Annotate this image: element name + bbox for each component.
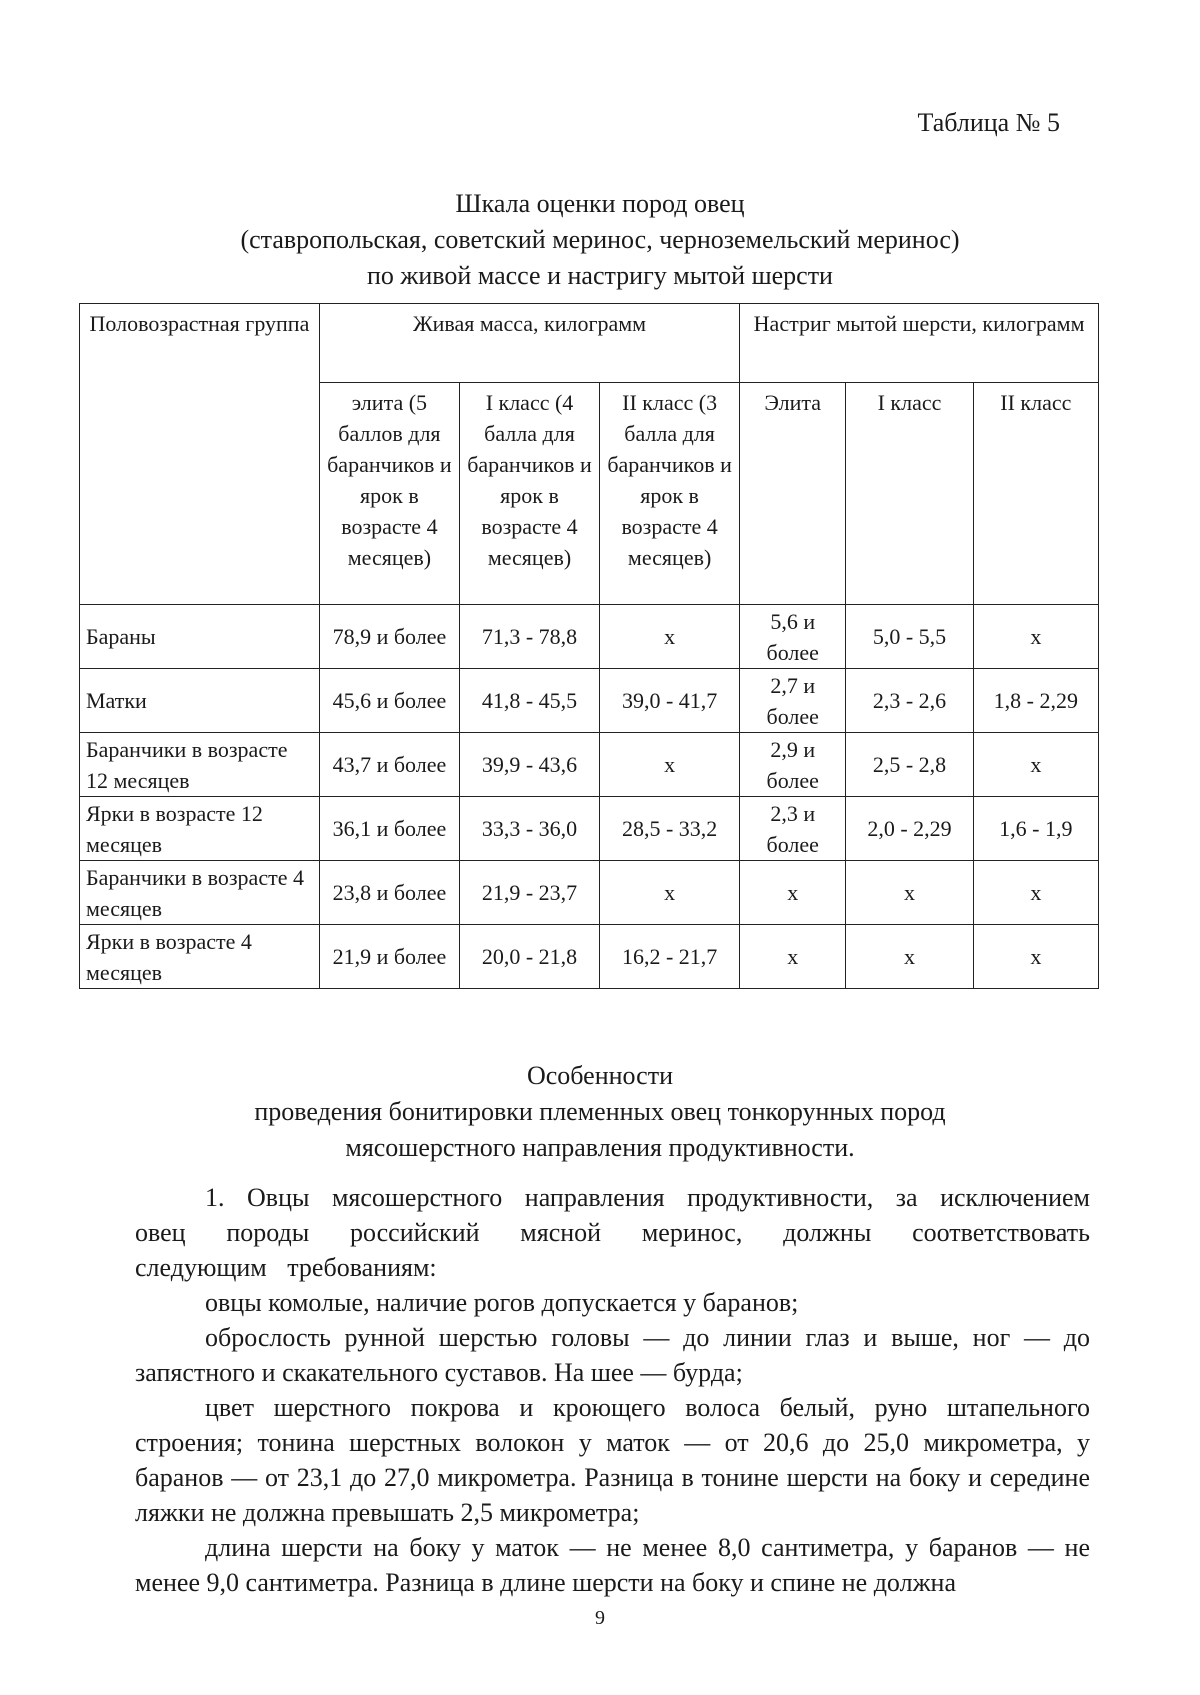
- header-group: Половозрастная группа: [80, 304, 320, 605]
- section-title: [120, 1058, 1080, 1166]
- table-cell: 36,1 и более: [319, 797, 459, 861]
- table-cell: 2,3 - 2,6: [846, 669, 973, 733]
- table-header-row: [80, 304, 1099, 383]
- table-cell: 16,2 - 21,7: [600, 925, 740, 989]
- table-cell: х: [740, 925, 846, 989]
- paragraph: оброслость рунной шерстью головы — до линии глаз и выше, ног — до запястного и скакательного суставов. На шее — бурда;: [135, 1323, 1090, 1387]
- body-text: [135, 1180, 1090, 1600]
- table-cell: 41,8 - 45,5: [459, 669, 599, 733]
- table-cell: 21,9 - 23,7: [459, 861, 599, 925]
- table-row: [80, 605, 1099, 669]
- row-group-label: Ярки в возрасте 4 месяцев: [80, 925, 320, 989]
- table-cell: 1,6 - 1,9: [973, 797, 1098, 861]
- table-cell: х: [600, 861, 740, 925]
- table-cell: 28,5 - 33,2: [600, 797, 740, 861]
- table-cell: х: [973, 925, 1098, 989]
- paragraph: овцы комолые, наличие рогов допускается у баранов;: [205, 1288, 799, 1317]
- table-cell: 21,9 и более: [319, 925, 459, 989]
- paragraph: длина шерсти на боку у маток — не менее 8,0 сантиметра, у баранов — не менее 9,0 сантиметра. Разница в длине шерсти на боку и спине не должна: [135, 1533, 1090, 1597]
- rating-table: [79, 303, 1099, 989]
- table-cell: 2,9 и более: [740, 733, 846, 797]
- row-group-label: Матки: [80, 669, 320, 733]
- table-cell: 2,7 и более: [740, 669, 846, 733]
- table-cell: х: [973, 861, 1098, 925]
- table-cell: 1,8 - 2,29: [973, 669, 1098, 733]
- section-title-line: Особенности: [526, 1061, 674, 1090]
- paragraph: 1. Овцы мясошерстного направления продуктивности, за исключением овец породы российский мясной меринос, должны соответствовать следующим требованиям:: [135, 1183, 1090, 1282]
- table-cell: 45,6 и более: [319, 669, 459, 733]
- table-title: [120, 186, 1080, 294]
- table-row: [80, 861, 1099, 925]
- table-title-line: по живой массе и настригу мытой шерсти: [367, 261, 833, 290]
- table-row: [80, 669, 1099, 733]
- table-cell: х: [600, 733, 740, 797]
- table-title-line: Шкала оценки пород овец: [455, 189, 745, 218]
- table-cell: 43,7 и более: [319, 733, 459, 797]
- section-title-line: мясошерстного направления продуктивности.: [345, 1133, 855, 1162]
- table-cell: 33,3 - 36,0: [459, 797, 599, 861]
- table-label: Таблица № 5: [917, 108, 1060, 137]
- table-cell: 39,0 - 41,7: [600, 669, 740, 733]
- subheader-class2-wool: II класс: [973, 383, 1098, 605]
- row-group-label: Ярки в возрасте 12 месяцев: [80, 797, 320, 861]
- table-title-line: (ставропольская, советский меринос, черноземельский меринос): [240, 225, 960, 254]
- table-cell: 2,0 - 2,29: [846, 797, 973, 861]
- subheader-class1-weight: I класс (4 балла для баранчиков и ярок в возрасте 4 месяцев): [459, 383, 599, 605]
- table-cell: 78,9 и более: [319, 605, 459, 669]
- table-cell: х: [846, 925, 973, 989]
- table-cell: 5,6 и более: [740, 605, 846, 669]
- subheader-class2-weight: II класс (3 балла для баранчиков и ярок в возрасте 4 месяцев): [600, 383, 740, 605]
- table-cell: 71,3 - 78,8: [459, 605, 599, 669]
- table-cell: 20,0 - 21,8: [459, 925, 599, 989]
- paragraph: цвет шерстного покрова и кроющего волоса белый, руно штапельного строения; тонина шерстных волокон у маток — от 20,6 до 25,0 микрометра, у баранов — от 23,1 до 27,0 микрометра. Разница в тонине шерсти на боку и середине ляжки не должна превышать 2,5 микрометра;: [135, 1393, 1090, 1527]
- table-cell: х: [740, 861, 846, 925]
- row-group-label: Бараны: [80, 605, 320, 669]
- table-row: [80, 733, 1099, 797]
- table-row: [80, 797, 1099, 861]
- page-number: 9: [595, 1607, 605, 1629]
- table-cell: 5,0 - 5,5: [846, 605, 973, 669]
- header-wool-yield: Настриг мытой шерсти, килограмм: [740, 304, 1099, 383]
- subheader-elite-weight: элита (5 баллов для баранчиков и ярок в возрасте 4 месяцев): [319, 383, 459, 605]
- table-cell: 23,8 и более: [319, 861, 459, 925]
- table-cell: 2,3 и более: [740, 797, 846, 861]
- row-group-label: Баранчики в возрасте 12 месяцев: [80, 733, 320, 797]
- subheader-class1-wool: I класс: [846, 383, 973, 605]
- table-cell: х: [973, 605, 1098, 669]
- subheader-elite-wool: Элита: [740, 383, 846, 605]
- table-row: [80, 925, 1099, 989]
- header-live-weight: Живая масса, килограмм: [319, 304, 739, 383]
- row-group-label: Баранчики в возрасте 4 месяцев: [80, 861, 320, 925]
- table-cell: 39,9 - 43,6: [459, 733, 599, 797]
- table-cell: 2,5 - 2,8: [846, 733, 973, 797]
- table-cell: х: [973, 733, 1098, 797]
- table-cell: х: [846, 861, 973, 925]
- section-title-line: проведения бонитировки племенных овец тонкорунных пород: [254, 1097, 946, 1126]
- table-cell: х: [600, 605, 740, 669]
